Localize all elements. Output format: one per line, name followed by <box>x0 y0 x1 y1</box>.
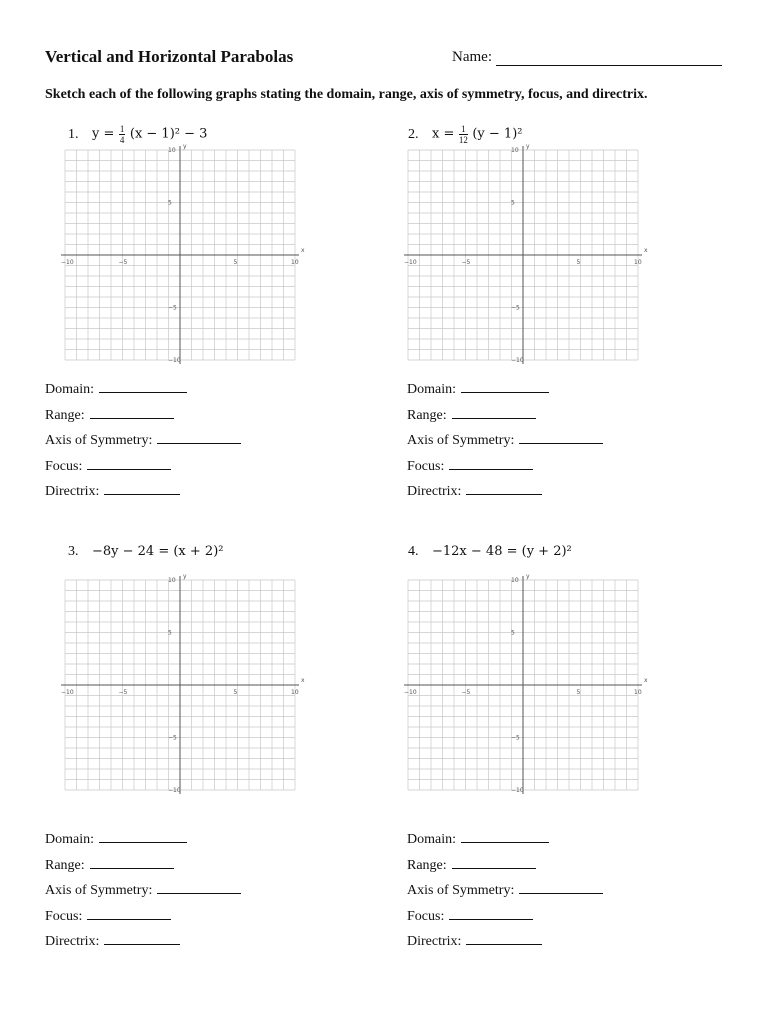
range-field-blank[interactable] <box>452 406 536 419</box>
axis-of-symmetry-field[interactable] <box>45 431 241 449</box>
y-tick-label: −5 <box>168 304 177 312</box>
problem-number: 3. <box>68 544 79 559</box>
coordinate-grid-1[interactable] <box>55 142 315 367</box>
y-tick-label: 5 <box>168 199 172 207</box>
domain-field-blank[interactable] <box>99 830 187 843</box>
equation-lhs: x = <box>432 126 455 142</box>
range-field[interactable] <box>407 856 536 874</box>
directrix-field-label: Directrix: <box>407 484 462 499</box>
x-tick-label: 5 <box>233 259 238 266</box>
y-tick-label: −5 <box>511 304 520 312</box>
equation-rhs: (y − 1)² <box>472 126 523 142</box>
domain-field-blank[interactable] <box>99 380 187 393</box>
focus-field-blank[interactable] <box>449 457 533 470</box>
focus-field[interactable] <box>407 457 533 475</box>
problem-number: 1. <box>68 126 79 142</box>
y-axis-label: y <box>183 573 187 580</box>
y-axis-label: y <box>526 573 530 580</box>
directrix-field-blank[interactable] <box>466 932 542 945</box>
domain-field-label: Domain: <box>45 382 94 397</box>
x-tick-label: −10 <box>404 689 417 696</box>
domain-field[interactable] <box>407 830 549 848</box>
directrix-field-blank[interactable] <box>104 932 180 945</box>
x-tick-label: −10 <box>61 689 74 696</box>
focus-field-blank[interactable] <box>87 457 171 470</box>
y-tick-label: −10 <box>511 787 524 794</box>
range-field-label: Range: <box>45 857 85 873</box>
x-tick-label: −5 <box>118 689 128 696</box>
name-field[interactable] <box>452 49 722 66</box>
range-field[interactable] <box>407 406 536 424</box>
range-field-label: Range: <box>407 857 447 873</box>
axis-of-symmetry-field[interactable] <box>407 881 603 899</box>
x-tick-label: 10 <box>634 259 642 266</box>
focus-field-label: Focus: <box>407 458 445 474</box>
range-field-blank[interactable] <box>90 406 174 419</box>
focus-field[interactable] <box>45 457 171 475</box>
axis-of-symmetry-field-label: Axis of Symmetry: <box>407 883 515 898</box>
coordinate-grid-3[interactable] <box>55 572 315 802</box>
domain-field-blank[interactable] <box>461 380 549 393</box>
axis-of-symmetry-field-blank[interactable] <box>157 881 241 894</box>
y-tick-label: −10 <box>168 787 181 794</box>
equation: −12x − 48 = (y + 2)² <box>432 544 572 559</box>
x-tick-label: 10 <box>291 259 299 266</box>
focus-field-label: Focus: <box>45 458 83 474</box>
y-tick-label: −5 <box>168 734 177 742</box>
axis-of-symmetry-field-blank[interactable] <box>157 431 241 444</box>
range-field-label: Range: <box>45 407 85 423</box>
y-tick-label: 5 <box>511 199 515 207</box>
directrix-field-label: Directrix: <box>407 934 462 949</box>
coordinate-grid-4[interactable] <box>398 572 658 802</box>
directrix-field[interactable] <box>407 482 542 500</box>
fraction-denominator: 4 <box>119 135 125 145</box>
domain-field-blank[interactable] <box>461 830 549 843</box>
x-axis-label: x <box>301 247 305 254</box>
domain-field-label: Domain: <box>407 382 456 397</box>
focus-field-blank[interactable] <box>449 907 533 920</box>
axis-of-symmetry-field[interactable] <box>45 881 241 899</box>
x-tick-label: 5 <box>576 689 581 696</box>
coordinate-grid-2[interactable] <box>398 142 658 367</box>
directrix-field[interactable] <box>45 482 180 500</box>
domain-field-label: Domain: <box>407 832 456 847</box>
y-tick-label: 5 <box>168 629 172 637</box>
x-tick-label: −10 <box>404 259 417 266</box>
domain-field[interactable] <box>45 380 187 398</box>
x-tick-label: 10 <box>291 689 299 696</box>
y-tick-label: 10 <box>511 147 519 154</box>
directrix-field[interactable] <box>407 932 542 950</box>
axis-of-symmetry-field-blank[interactable] <box>519 881 603 894</box>
y-axis-label: y <box>183 143 187 150</box>
x-axis-label: x <box>301 677 305 684</box>
y-axis-label: y <box>526 143 530 150</box>
problem-3 <box>68 544 223 560</box>
problem-number: 2. <box>408 126 419 142</box>
axis-of-symmetry-field-blank[interactable] <box>519 431 603 444</box>
directrix-field-blank[interactable] <box>104 482 180 495</box>
y-tick-label: 5 <box>511 629 515 637</box>
y-tick-label: −10 <box>168 357 181 364</box>
axis-of-symmetry-field-label: Axis of Symmetry: <box>45 883 153 898</box>
domain-field[interactable] <box>407 380 549 398</box>
fraction-denominator: 12 <box>458 135 468 145</box>
problem-number: 4. <box>408 544 419 559</box>
name-label: Name: <box>452 49 492 65</box>
focus-field-label: Focus: <box>407 908 445 924</box>
axis-of-symmetry-field[interactable] <box>407 431 603 449</box>
fraction-numerator: 1 <box>459 124 468 135</box>
x-axis-label: x <box>644 677 648 684</box>
y-tick-label: 10 <box>511 577 519 584</box>
worksheet-title: Vertical and Horizontal Parabolas <box>45 47 294 66</box>
fraction-numerator: 1 <box>119 124 125 134</box>
directrix-field-blank[interactable] <box>466 482 542 495</box>
range-field-blank[interactable] <box>452 856 536 869</box>
focus-field-label: Focus: <box>45 908 83 924</box>
x-tick-label: −5 <box>461 259 471 266</box>
directrix-field-label: Directrix: <box>45 484 100 499</box>
axis-of-symmetry-field-label: Axis of Symmetry: <box>45 433 153 448</box>
focus-field[interactable] <box>45 907 171 925</box>
range-field-blank[interactable] <box>90 856 174 869</box>
name-blank[interactable] <box>496 51 722 66</box>
range-field[interactable] <box>45 856 174 874</box>
y-tick-label: 10 <box>168 577 176 584</box>
range-field[interactable] <box>45 406 174 424</box>
directrix-field-label: Directrix: <box>45 934 100 949</box>
x-tick-label: 10 <box>634 689 642 696</box>
y-tick-label: −10 <box>511 357 524 364</box>
instructions: Sketch each of the following graphs stating the domain, range, axis of symmetry, focus, and directrix. <box>45 87 648 102</box>
y-tick-label: −5 <box>511 734 520 742</box>
focus-field[interactable] <box>407 907 533 925</box>
range-field-label: Range: <box>407 407 447 423</box>
equation-rhs: (x − 1)² − 3 <box>129 126 208 142</box>
problem-4 <box>408 544 572 560</box>
equation-lhs: y = <box>92 126 115 142</box>
directrix-field[interactable] <box>45 932 180 950</box>
x-tick-label: −5 <box>118 259 128 266</box>
x-axis-label: x <box>644 247 648 254</box>
x-tick-label: −10 <box>61 259 74 266</box>
equation: −8y − 24 = (x + 2)² <box>92 544 224 559</box>
focus-field-blank[interactable] <box>87 907 171 920</box>
y-tick-label: 10 <box>168 147 176 154</box>
axis-of-symmetry-field-label: Axis of Symmetry: <box>407 433 515 448</box>
x-tick-label: 5 <box>233 689 238 696</box>
domain-field-label: Domain: <box>45 832 94 847</box>
x-tick-label: 5 <box>576 259 581 266</box>
domain-field[interactable] <box>45 830 187 848</box>
x-tick-label: −5 <box>461 689 471 696</box>
